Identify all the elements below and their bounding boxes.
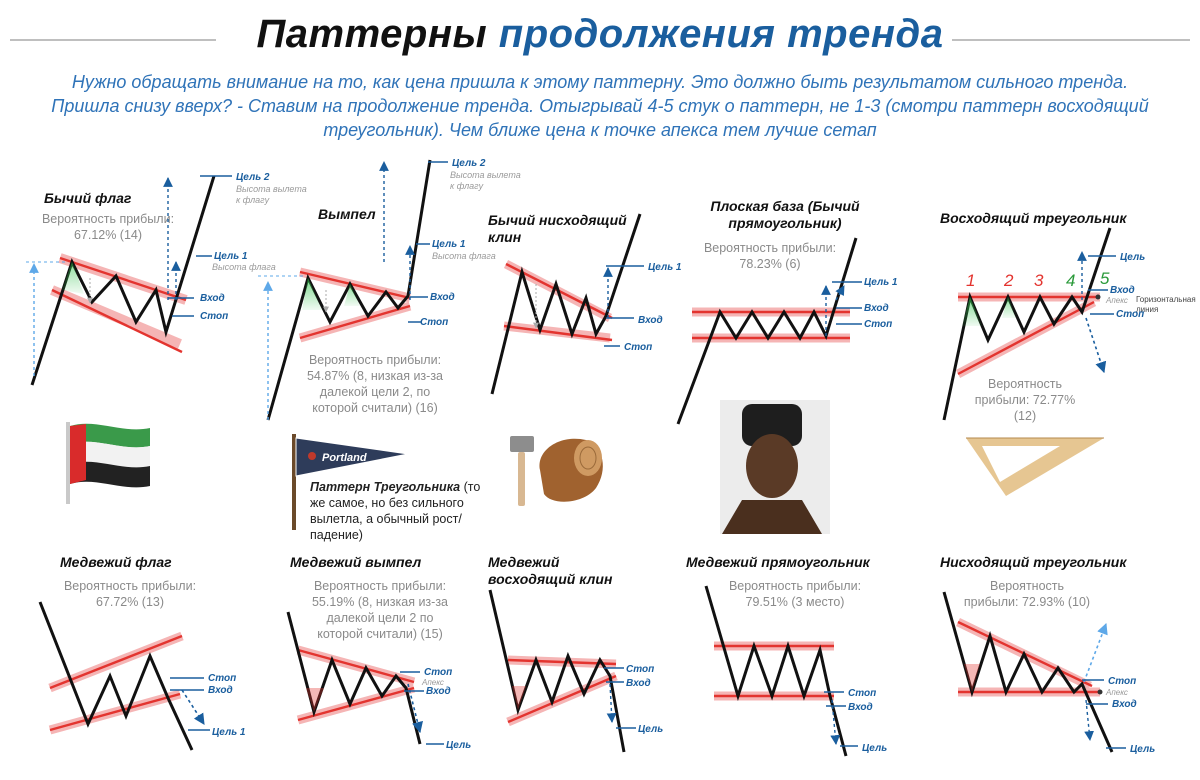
bear-wedge-price	[490, 590, 624, 752]
pennant-entry-label: Вход	[430, 292, 455, 303]
bull-wedge-price	[492, 214, 640, 394]
bear-wedge-entry-label: Вход	[626, 678, 651, 689]
asc-triangle-horizontal-label: Горизонтальная линия	[1136, 295, 1196, 314]
pennant-target1-label: Цель 1	[432, 239, 466, 250]
pattern-note-asc-triangle: Вероятность прибыли: 72.77% (12)	[974, 377, 1076, 423]
flat-base-price	[678, 238, 856, 424]
flat-top-haircut-photo	[720, 400, 830, 534]
pennant-chart	[258, 160, 448, 420]
asc-triangle-stop-label: Стоп	[1116, 309, 1145, 320]
bear-pennant-chart	[288, 612, 444, 744]
bear-pennant-entry-label: Вход	[426, 686, 451, 697]
bear-pennant-stop-label: Стоп	[424, 667, 453, 678]
touch-number-4: 4	[1066, 271, 1076, 290]
bear-wedge-target-label: Цель	[638, 724, 664, 735]
bull-flag-chart	[26, 176, 232, 385]
touch-number-5: 5	[1100, 269, 1110, 288]
pattern-title-bear-pennant: Медвежий вымпел	[290, 554, 422, 570]
triangle-pattern-note-rest: (то же самое, но без сильного вылетла, а обычный рост/ падение)	[310, 480, 481, 542]
bull-flag-entry-label: Вход	[200, 293, 225, 304]
bull-wedge-chart	[492, 214, 644, 394]
uae-flag-icon	[66, 422, 150, 504]
pattern-title-flat-base: Плоская база (Бычий прямоугольник)	[710, 198, 860, 231]
pattern-note-bear-rectangle: Вероятность прибыли: 79.51% (3 место)	[728, 579, 862, 609]
bear-pennant-target-label: Цель	[446, 740, 472, 751]
flat-base-entry-label: Вход	[864, 303, 889, 314]
flat-base-stop-label: Стоп	[864, 319, 893, 330]
pattern-title-asc-triangle: Восходящий треугольник	[940, 210, 1127, 226]
bull-wedge-entry-label: Вход	[638, 315, 663, 326]
bear-rectangle-chart	[706, 586, 858, 756]
bull-flag-target1-label: Цель 1	[214, 251, 248, 262]
pennant-lower-line	[300, 306, 410, 338]
pattern-title-bull-wedge: Бычий нисходящий клин	[488, 212, 627, 245]
axe-log-icon	[510, 436, 603, 506]
pattern-title-bear-flag: Медвежий флаг	[60, 554, 172, 570]
asc-triangle-entry-label: Вход	[1110, 285, 1135, 296]
desc-triangle-entry-label: Вход	[1112, 699, 1137, 710]
pattern-note-bear-flag: Вероятность прибыли: 67.72% (13)	[63, 579, 197, 609]
bear-wedge-chart	[490, 590, 636, 752]
pattern-note-bull-flag: Вероятность прибыли: 67.12% (14)	[41, 212, 175, 242]
bull-wedge-stop-label: Стоп	[624, 342, 653, 353]
asc-triangle-apex-label: Апекс	[1106, 296, 1128, 305]
desc-triangle-chart	[944, 592, 1126, 752]
bear-rectangle-target-label: Цель	[862, 743, 888, 754]
touch-number-2: 2	[1004, 271, 1014, 290]
bear-flag-stop-label: Стоп	[208, 673, 237, 684]
pattern-title-bear-rectangle: Медвежий прямоугольник	[686, 554, 870, 570]
asc-triangle-chart	[944, 228, 1116, 420]
bull-wedge-target1-label: Цель 1	[648, 262, 682, 273]
desc-triangle-target-label: Цель	[1130, 744, 1156, 755]
title-part-1: Паттерны	[256, 12, 499, 56]
pennant-target2-label: Цель 2	[452, 158, 486, 169]
bear-pennant-apex-label: Апекс	[422, 678, 444, 687]
bear-rectangle-price	[706, 586, 846, 756]
pattern-note-pennant: Вероятность прибыли: 54.87% (8, низкая из-за далекой цели 2, по которой считали) (16)	[306, 353, 444, 415]
pattern-note-desc-triangle: Вероятность прибыли: 72.93% (10)	[963, 579, 1091, 609]
pattern-title-desc-triangle: Нисходящий треугольник	[940, 554, 1127, 570]
bear-flag-lower-line	[50, 694, 180, 730]
asc-triangle-rising-line	[958, 302, 1094, 374]
bull-flag-breakout-height-label: Высота вылета к флагу	[236, 184, 307, 205]
pennant-breakout-height-label: Высота вылета к флагу	[450, 170, 521, 191]
pennant-height-label: Высота флага	[432, 251, 496, 261]
title-part-2: продолжения тренда	[498, 12, 944, 56]
bull-flag-height-label: Высота флага	[212, 262, 276, 272]
desc-triangle-stop-label: Стоп	[1108, 676, 1137, 687]
pattern-note-bear-pennant: Вероятность прибыли: 55.19% (8, низкая из-за далекой цели 2 по которой считали) (15)	[311, 579, 449, 641]
bear-rectangle-stop-label: Стоп	[848, 688, 877, 699]
ruler-triangle-icon	[966, 438, 1104, 496]
bear-wedge-stop-label: Стоп	[626, 664, 655, 675]
pattern-title-pennant: Вымпел	[318, 206, 376, 222]
desc-triangle-apex-label: Апекс	[1106, 688, 1128, 697]
pattern-note-flat-base: Вероятность прибыли: 78.23% (6)	[703, 241, 837, 271]
pattern-title-bear-wedge: Медвежий восходящий клин	[488, 554, 613, 587]
bull-flag-target2-label: Цель 2	[236, 172, 270, 183]
portland-pennant-text: Portland	[322, 452, 367, 464]
pennant-stop-label: Стоп	[420, 317, 449, 328]
pattern-title-bull-flag: Бычий флаг	[44, 190, 132, 206]
asc-triangle-target-label: Цель	[1120, 252, 1146, 263]
page-subtitle: Нужно обращать внимание на то, как цена пришла к этому паттерну. Это должно быть результатом сильного тренда. Пришла снизу вверх? - Ставим на продолжение тренда. Отыгрывай 4-5 стук о паттерн, не 1-3 (смотри паттерн восходящий треугольник). Чем ближе цена к точке апекса тем лучше сетап	[51, 72, 1149, 140]
bear-flag-entry-label: Вход	[208, 685, 233, 696]
bear-flag-target1-label: Цель 1	[212, 727, 246, 738]
flat-base-chart	[678, 238, 862, 424]
triangle-pattern-note-bold: Паттерн Треугольника	[310, 480, 461, 494]
touch-number-3: 3	[1034, 271, 1044, 290]
bear-wedge-lower-line	[508, 676, 616, 722]
portland-pennant-icon	[292, 434, 408, 530]
flat-base-target1-label: Цель 1	[864, 277, 898, 288]
bear-flag-chart	[40, 602, 210, 750]
bear-rectangle-entry-label: Вход	[848, 702, 873, 713]
touch-number-1: 1	[966, 271, 976, 290]
bull-flag-stop-label: Стоп	[200, 311, 229, 322]
